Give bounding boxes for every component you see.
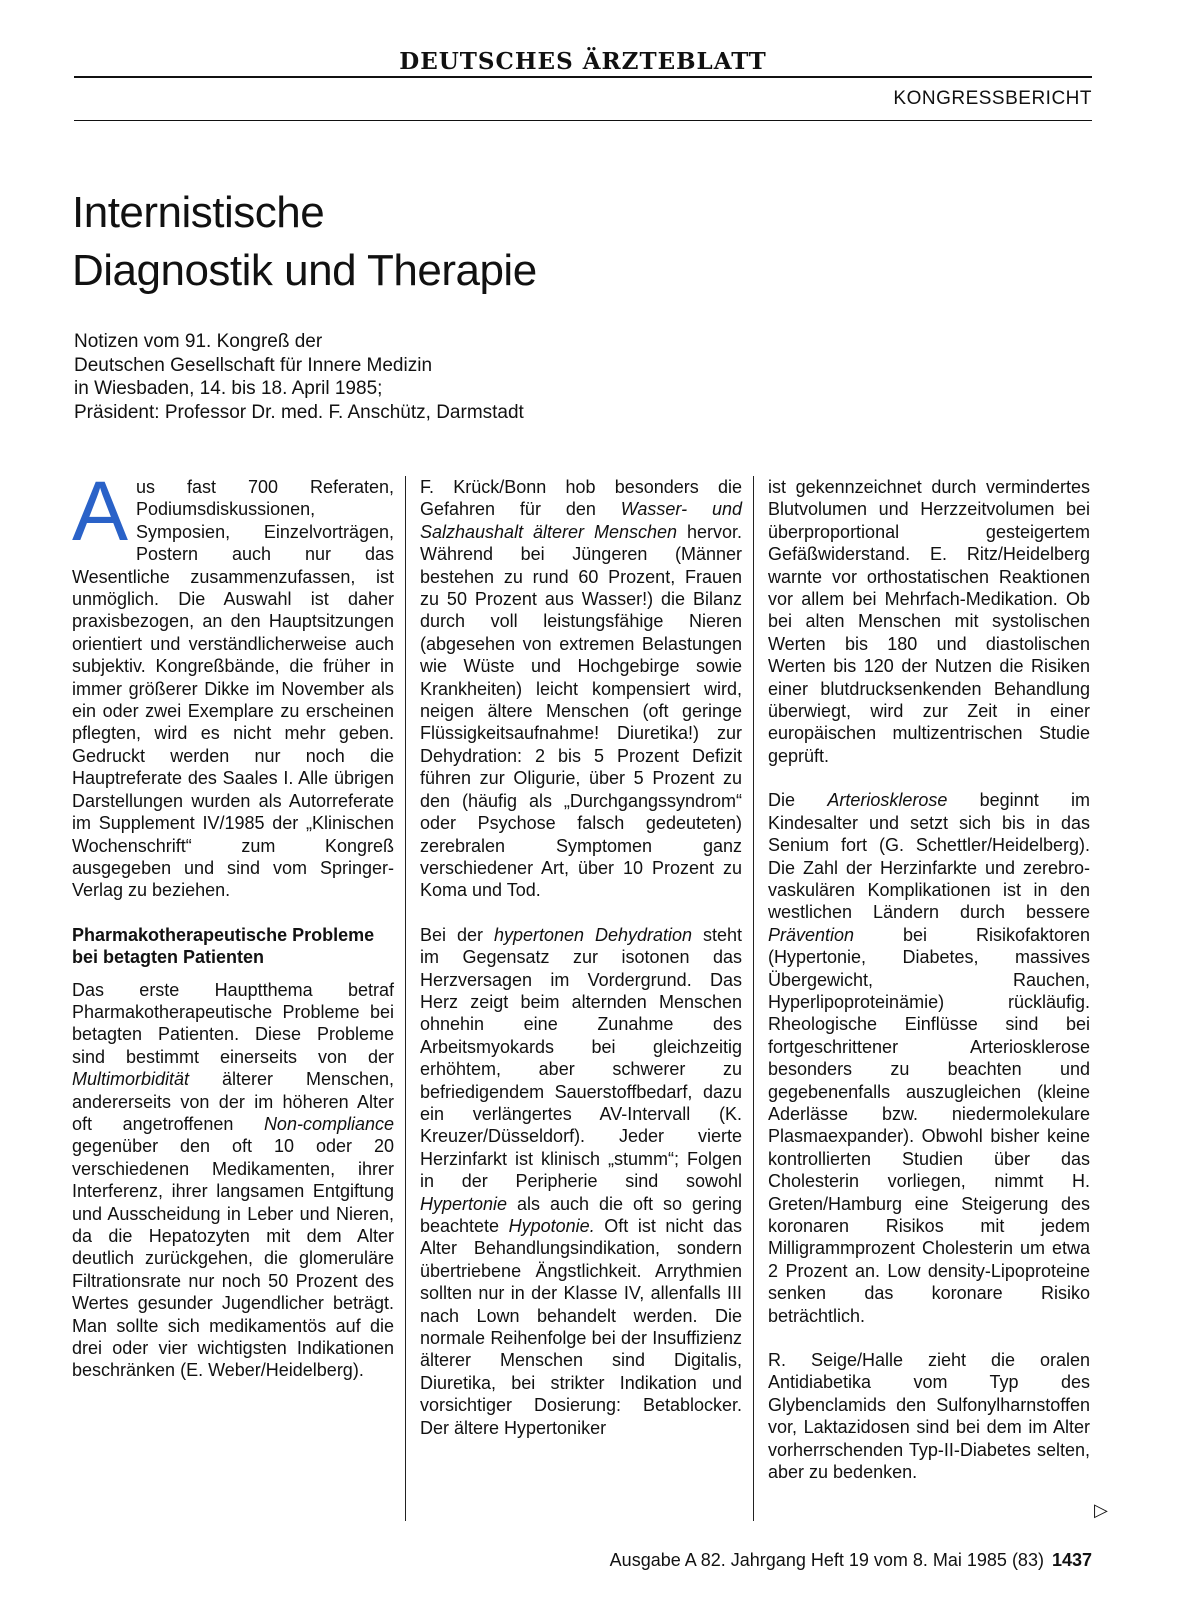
emphasis: Non-compliance [263, 1113, 394, 1134]
emphasis: Arteriosklerose [827, 790, 948, 811]
masthead-rule [74, 76, 1092, 78]
section-heading: Pharmakotherapeutische Probleme bei betagten Patienten [72, 924, 375, 968]
paragraph: R. Seige/Halle zieht die oralen Antidiabetika vom Typ des Glybenclamids den Sulfonylharnstoffen vor, Laktazidosen sind bei dem im Alter vorherrschenden Typ-II-Diabetes selten, aber zu bedenken. [768, 1350, 1090, 1483]
emphasis: Prävention [768, 924, 855, 945]
article-title [72, 184, 537, 300]
issue-info: Ausgabe A 82. Jahrgang Heft 19 vom 8. Mai 1985 (83) [609, 1550, 1044, 1570]
masthead: DEUTSCHES ÄRZTEBLATT [399, 48, 767, 75]
page-number: 1437 [1051, 1550, 1092, 1570]
continue-arrow-icon: ▷ [1094, 1500, 1108, 1520]
paragraph: Die Arteriosklerose beginnt im Kindesalter und setzt sich bis in das Senium fort (G. Schettler/Heidelberg). Die Zahl der Herzinfarkte und zerebro-vaskulären Komplikationen ist in den westlichen Ländern durch bessere Prävention bei Risikofaktoren (Hypertonie, Diabetes, massives Übergewicht, Rauchen, Hyperlipoproteinämie) rückläufig. Rheologische Einflüsse sind bei fortgeschrittener Arteriosklerose besonders zu beachten und gegebenenfalls auszugleichen (kleine Aderlässe bzw. niedermolekulare Plasmaexpander). Obwohl bisher keine kontrollierten Studien über das Cholesterin vorliegen, nimmt H. Greten/Hamburg eine Steigerung des koronaren Risikos mit jedem Milligrammprozent Cholesterin um etwa 2 Prozent an. Low density-Lipoproteine senken das koronare Risiko beträchtlich. [768, 790, 1090, 1326]
section-label: KONGRESSBERICHT [893, 88, 1092, 109]
subtitle-line: Präsident: Professor Dr. med. F. Anschütz, Darmstadt [74, 401, 524, 423]
emphasis: Wasser- und Salzhaushalt älterer Menschen [420, 499, 742, 542]
column-3 [768, 476, 1090, 1505]
paragraph: Das erste Hauptthema betraf Pharmakotherapeutische Probleme bei betagten Patienten. Diese Probleme sind bestimmt einerseits von der Multimorbidität älterer Menschen, andererseits von der im höheren Alter oft angetroffenen Non-compliance gegenüber den oft 10 oder 20 verschiedenen Medikamenten, ihrer Interferenz, ihrer langsamen Entgiftung und Ausscheidung in Leber und Nieren, da die Hepatozyten mit dem Alter deutlich zurückgehen, die glomeruläre Filtrationsrate nur noch 50 Prozent des Wertes gesunder Jugendlicher beträgt. Man sollte sich medikamentös auf die drei oder vier wichtigsten Indikationen beschränken (E. Weber/Heidelberg). [72, 979, 394, 1381]
paragraph-text: us fast 700 Referaten, Podiumsdiskussionen, Symposien, Einzelvorträgen, Postern auch nur das Wesentliche zusammenzufassen, ist unmöglich. Die Auswahl ist daher praxisbezogen, an den Hauptsitzungen orientiert und verständlicherweise auch subjektiv. Kongreßbände, die früher in immer größerer Dikke im November als ein oder zwei Exemplare zu erscheinen pflegten, wird es nicht mehr geben. Gedruckt werden nur noch die Hauptreferate des Saales I. Alle übrigen Darstellungen wurden als Autorreferate im Supplement IV/1985 der „Klinischen Wochenschrift“ zum Kongreß ausgegeben und sind vom Springer-Verlag zu beziehen. [72, 477, 394, 901]
paragraph [72, 464, 394, 902]
emphasis: hypertonen Dehydration [493, 924, 693, 945]
emphasis: Hypertonie [420, 1193, 508, 1214]
drop-cap: A [72, 464, 129, 558]
emphasis: Hypotonie. [508, 1216, 595, 1236]
title-line-2: Diagnostik und Therapie [72, 246, 537, 295]
section-rule [74, 120, 1092, 121]
article-subtitle [74, 330, 524, 424]
column-divider [405, 476, 406, 1521]
column-divider [753, 476, 754, 1521]
title-line-1: Internistische [72, 188, 325, 237]
subtitle-line: Notizen vom 91. Kongreß der [74, 331, 323, 352]
column-1 [72, 464, 394, 1404]
paragraph: Bei der hypertonen Dehydration steht im Gegensatz zur isotonen das Herzversagen im Vordergrund. Das Herz zeigt beim alternden Menschen ohnehin eine Zunahme des Arbeitsmyokards bei gleichzeitig erhöhtem, aber schwerer zu befriedigendem Sauerstoffbedarf, dazu ein verlängertes AV-Intervall (K. Kreuzer/Düsseldorf). Jeder vierte Herzinfarkt ist klinisch „stumm“; Folgen in der Peripherie sind sowohl Hypertonie als auch die oft so gering beachtete Hypotonie. Oft ist nicht das Alter Behandlungsindikation, sondern übertriebene Ängstlichkeit. Arrythmien sollten nur in der Klasse IV, allenfalls III nach Lown behandelt werden. Die normale Reihenfolge bei der Insuffizienz älterer Menschen sind Digitalis, Diuretika, bei strikter Indikation und vorsichtiger Dosierung: Betablocker. Der ältere Hypertoniker [420, 924, 742, 1438]
subtitle-line: in Wiesbaden, 14. bis 18. April 1985; [74, 378, 383, 399]
paragraph: F. Krück/Bonn hob besonders die Gefahren für den Wasser- und Salzhaushalt älterer Menschen hervor. Während bei Jüngeren (Männer bestehen zu rund 60 Prozent, Frauen zu 50 Prozent aus Wasser!) die Bilanz durch voll leistungsfähige Nieren (abgesehen von extremen Belastungen wie Wüste und Hochgebirge sowie Krankheiten) leicht kompensiert wird, neigen ältere Menschen (oft geringe Flüssigkeitsaufnahme! Diuretika!) zur Dehydration: 2 bis 5 Prozent Defizit führen zur Oligurie, über 5 Prozent zu den (häufig als „Durchgangssyndrom“ oder Psychose falsch gedeuteten) zerebralen Symptomen ganz verschiedener Art, über 10 Prozent zu Koma und Tod. [420, 477, 743, 901]
column-2 [420, 476, 742, 1461]
paragraph: ist gekennzeichnet durch vermindertes Blutvolumen und Herzzeitvolumen bei überproportional gesteigertem Gefäßwiderstand. E. Ritz/Heidelberg warnte vor orthostatischen Reaktionen vor allem bei Mehrfach-Medikation. Ob bei alten Menschen mit systolischen Werten bis 180 und diastolischen Werten bis 120 der Nutzen die Risiken einer blutdrucksenkenden Behandlung überwiegt, wird zur Zeit in einer europäischen multizentrischen Studie geprüft. [768, 477, 1090, 766]
subtitle-line: Deutschen Gesellschaft für Innere Medizin [74, 354, 433, 376]
page-footer [610, 1550, 1092, 1571]
emphasis: Multimorbidität [72, 1069, 190, 1090]
